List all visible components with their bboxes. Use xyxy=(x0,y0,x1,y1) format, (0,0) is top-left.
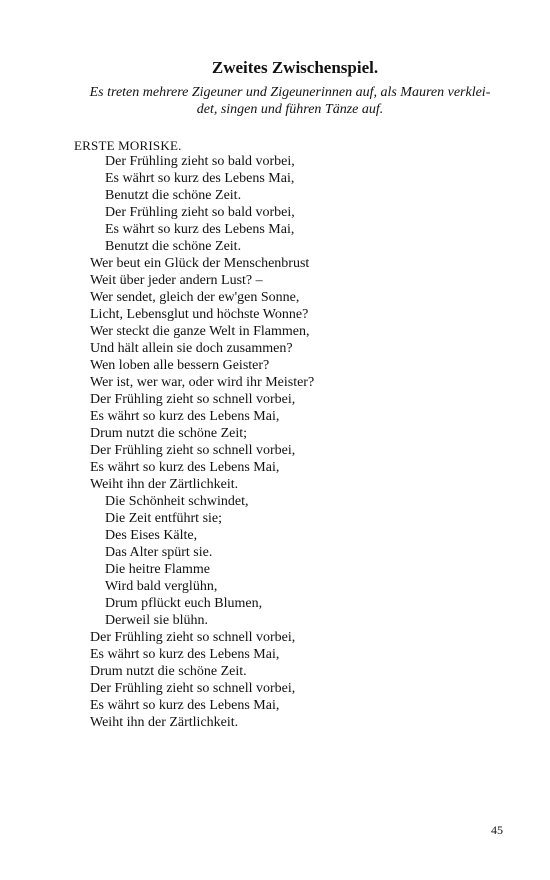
verse-line: Das Alter spürt sie. xyxy=(105,545,213,560)
verse-line: Benutzt die schöne Zeit. xyxy=(105,239,242,254)
page-number: 45 xyxy=(491,823,503,837)
verse-line: Wird bald verglühn, xyxy=(105,579,218,594)
verse-line: Es währt so kurz des Lebens Mai, xyxy=(90,409,280,424)
verse-line: Und hält allein sie doch zusammen? xyxy=(90,341,293,356)
verse-line: Des Eises Kälte, xyxy=(105,528,198,543)
verse-line: Es währt so kurz des Lebens Mai, xyxy=(105,222,295,237)
verse-line: Weiht ihn der Zärtlichkeit. xyxy=(90,477,239,492)
stage-direction-line: Es treten mehrere Zigeuner und Zigeunerinnen auf, als Mauren verklei- xyxy=(89,85,491,100)
verse-line: Die Zeit entführt sie; xyxy=(105,511,223,526)
stage-direction-line: det, singen und führen Tänze auf. xyxy=(196,102,384,117)
verse-line: Wen loben alle bessern Geister? xyxy=(90,358,270,373)
verse-line: Drum nutzt die schöne Zeit; xyxy=(90,426,248,441)
verse-line: Der Frühling zieht so bald vorbei, xyxy=(105,154,295,169)
verse-line: Drum pflückt euch Blumen, xyxy=(105,596,263,611)
verse-line: Der Frühling zieht so bald vorbei, xyxy=(105,205,295,220)
verse-line: Wer beut ein Glück der Menschenbrust xyxy=(90,256,310,271)
verse-line: Es währt so kurz des Lebens Mai, xyxy=(105,171,295,186)
speaker-name: ERSTE MORISKE. xyxy=(74,138,182,153)
verse-line: Drum nutzt die schöne Zeit. xyxy=(90,664,247,679)
verse-line: Derweil sie blühn. xyxy=(105,613,209,628)
verse-line: Der Frühling zieht so schnell vorbei, xyxy=(90,392,296,407)
verse-line: Es währt so kurz des Lebens Mai, xyxy=(90,647,280,662)
verse-line: Weit über jeder andern Lust? – xyxy=(90,273,263,288)
verse-line: Es währt so kurz des Lebens Mai, xyxy=(90,698,280,713)
verse-line: Der Frühling zieht so schnell vorbei, xyxy=(90,630,296,645)
verse-line: Es währt so kurz des Lebens Mai, xyxy=(90,460,280,475)
verse-line: Benutzt die schöne Zeit. xyxy=(105,188,242,203)
stage-direction xyxy=(74,84,506,118)
verse-line: Licht, Lebensglut und höchste Wonne? xyxy=(90,307,309,322)
verse-line: Die heitre Flamme xyxy=(105,562,210,577)
verse-line: Wer ist, wer war, oder wird ihr Meister? xyxy=(90,375,315,390)
verse-line: Der Frühling zieht so schnell vorbei, xyxy=(90,681,296,696)
verse-line: Wer sendet, gleich der ew'gen Sonne, xyxy=(90,290,300,305)
verse-line: Der Frühling zieht so schnell vorbei, xyxy=(90,443,296,458)
section-heading: Zweites Zwischenspiel. xyxy=(211,58,379,77)
verse-line: Wer steckt die ganze Welt in Flammen, xyxy=(90,324,310,339)
verse-line: Die Schönheit schwindet, xyxy=(105,494,249,509)
verse-line: Weiht ihn der Zärtlichkeit. xyxy=(90,715,239,730)
